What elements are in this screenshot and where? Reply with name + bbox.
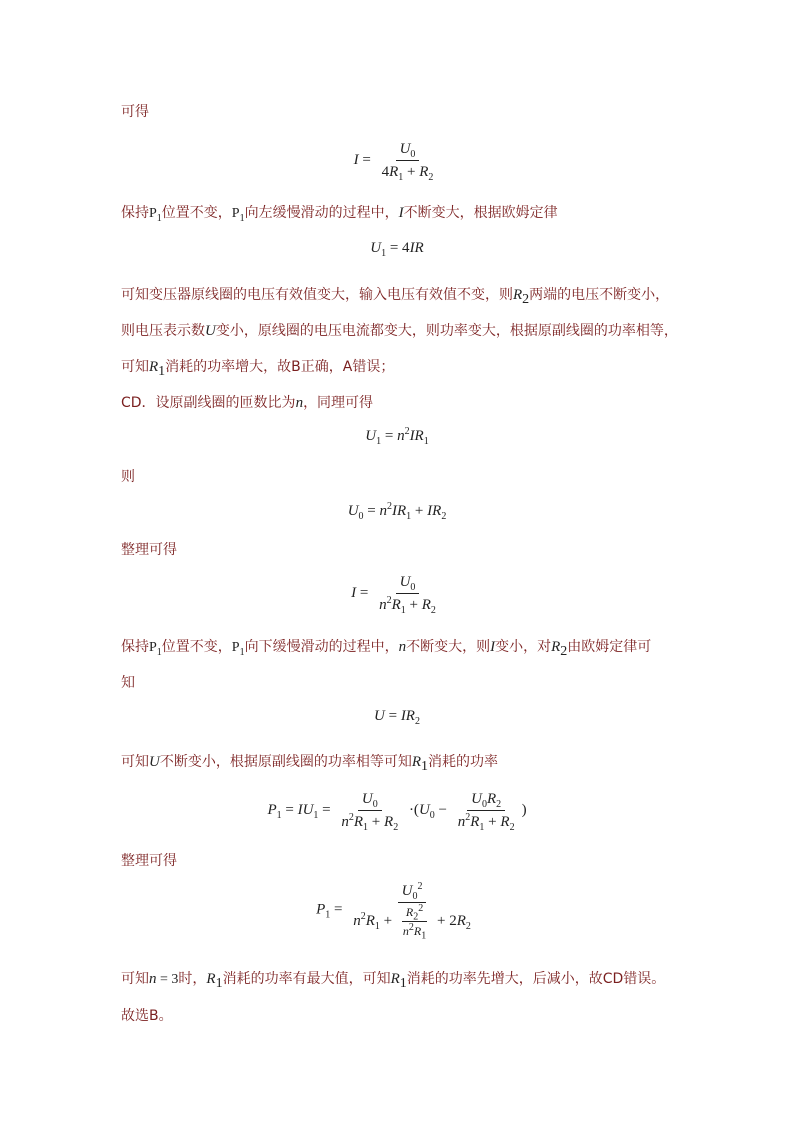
text-line: 可知$R_1$消耗的功率增大，故B正确，A错误； [121,359,395,379]
text-line: 故选B。 [121,1008,173,1024]
text-line: 则电压表示数U变小，原线圈的电压电流都变大，则功率变大，根据原副线圈的功率相等， [121,323,678,339]
text-line: CD．设原副线圈的匝数比为n，同理可得 [121,395,374,411]
text-line: 可知变压器原线圈的电压有效值变大，输入电压有效值不变，则$R_2$两端的电压不断变小， [121,287,670,307]
equation-power: $P_1 = IU_1$ = $\frac{U_0}{n^2R_1 + R_2}$ $\cdot(U_0$ − $\frac{U_0R_2}{n^2R_1 + R_2}$ ) [267,791,527,833]
text-line: 保持$P_1$位置不变，$P_1$向左缓慢滑动的过程中，I不断变大，根据欧姆定律 [121,205,558,224]
text-line: 可得 [121,104,149,120]
text-line: 整理可得 [121,542,177,558]
equation-power-final: $P_1$ = $U_0^2$ $n^2R_1$ + $\frac{R_2^2}{n^2R_1}$ + $2R_2$ [316,881,471,942]
equation-current: I = $\frac{U_0}{4R_1 + R_2}$ [353,141,434,183]
equation-u1-turns: $U_1 = n^2IR_1$ [365,426,429,447]
equation-current-turns: I = $\frac{U_0}{n^2R_1 + R_2}$ [351,574,436,616]
text-line: 可知n = 3时，$R_1$消耗的功率有最大值，可知$R_1$消耗的功率先增大，后减小，故CD错误。 [121,971,666,991]
text-line: 则 [121,469,135,485]
equation-u1: $U_1 = 4IR$ [370,240,424,259]
equation-u0: $U_0 = n^2IR_1 + IR_2$ [347,501,447,522]
text-line: 知 [121,675,135,691]
equation-u: $U = IR_2$ [374,708,420,727]
text-line: 保持$P_1$位置不变，$P_1$向下缓慢滑动的过程中，n不断变大，则I变小，对$R_2$由欧姆定律可 [121,639,652,659]
text-line: 整理可得 [121,853,177,869]
text-line: 可知U不断变小，根据原副线圈的功率相等可知$R_1$消耗的功率 [121,754,499,774]
